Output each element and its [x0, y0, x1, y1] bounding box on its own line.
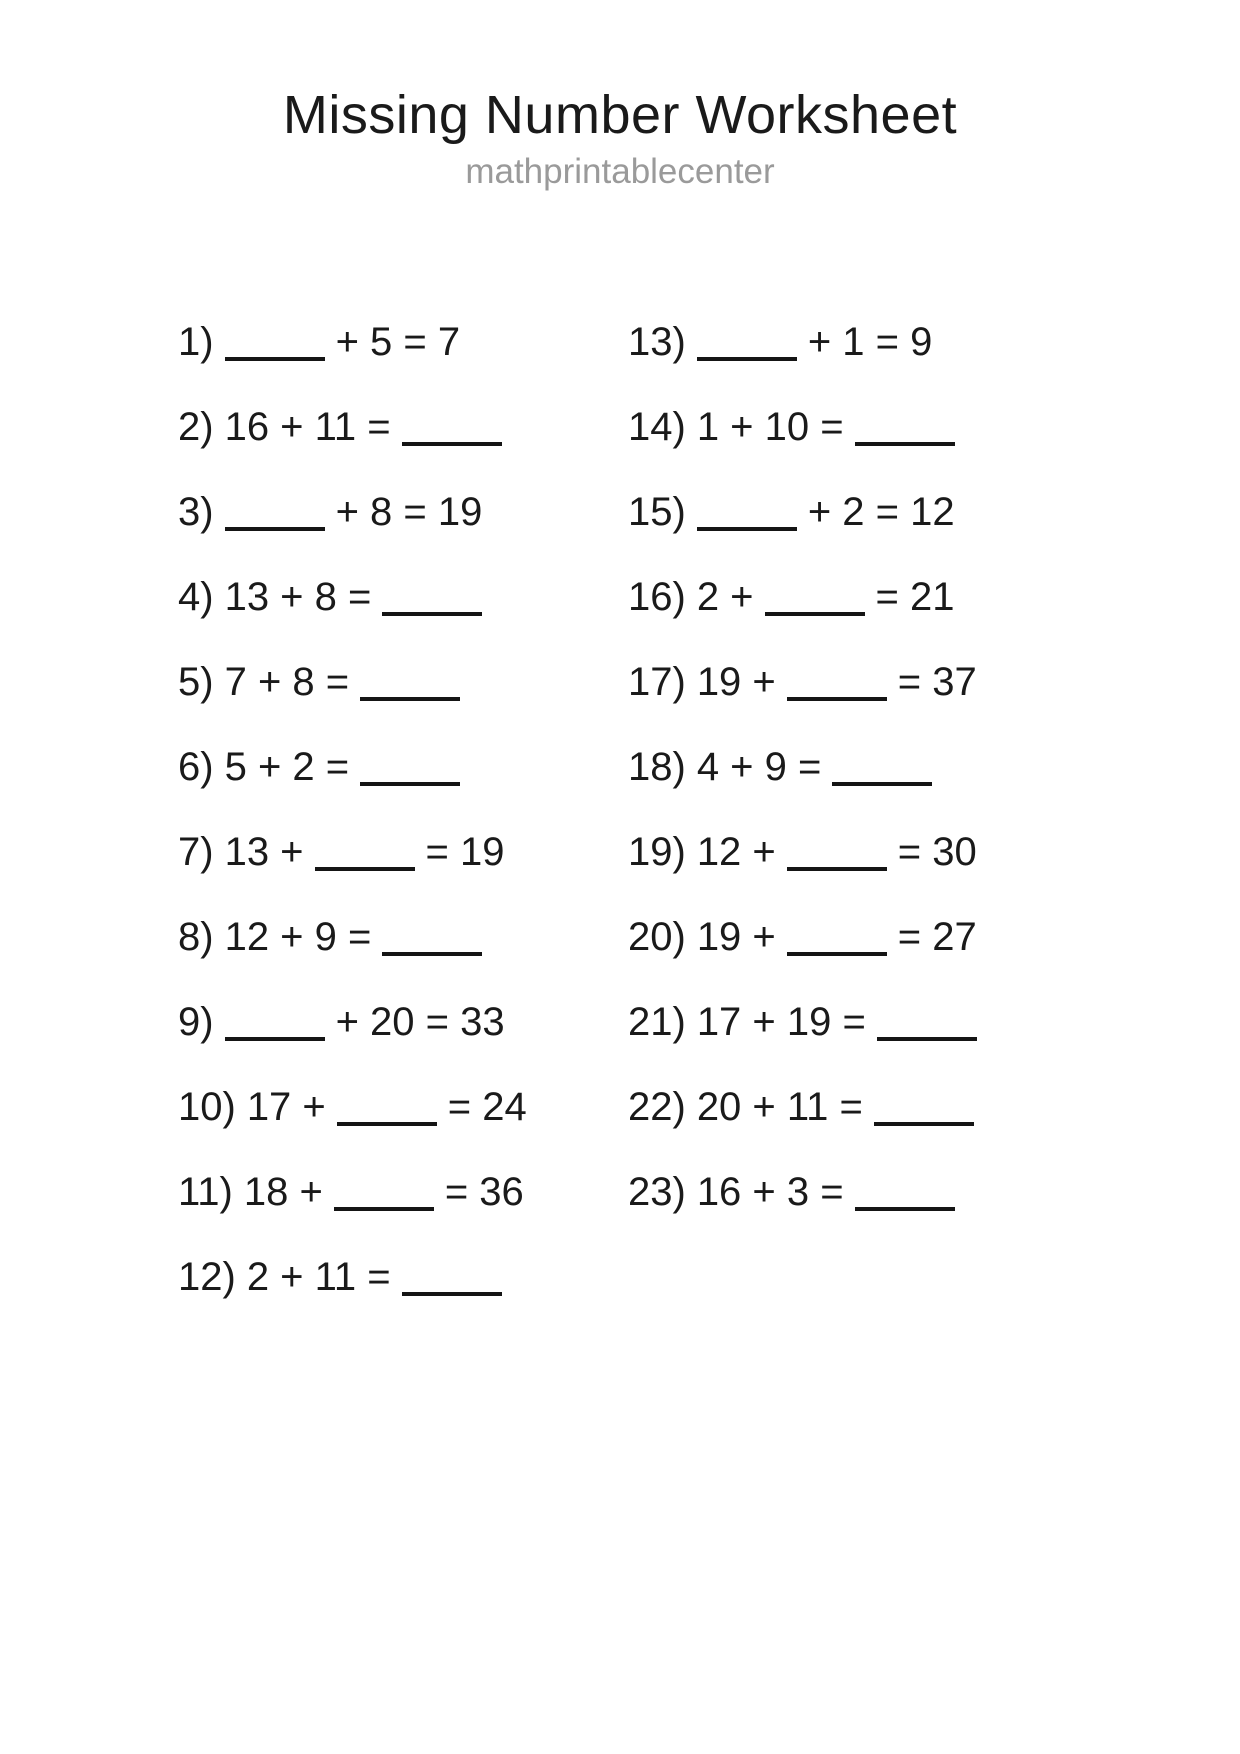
- problem-label: 22): [628, 1084, 686, 1129]
- problem-label: 19): [628, 829, 686, 874]
- problem-label: 10): [178, 1084, 236, 1129]
- problem-label: 11): [178, 1169, 233, 1214]
- problem-11: [178, 1168, 628, 1216]
- expression-before: 20 + 11 =: [696, 1084, 863, 1129]
- problem-label: 3): [178, 489, 214, 534]
- expression-after: + 1 = 9: [807, 319, 933, 364]
- problem-label: 15): [628, 489, 686, 534]
- answer-blank[interactable]: [855, 1207, 955, 1211]
- problem-7: [178, 828, 628, 876]
- expression-before: 12 +: [696, 829, 776, 874]
- problem-label: 14): [628, 404, 686, 449]
- expression-before: 19 +: [696, 914, 776, 959]
- expression-after: = 27: [897, 914, 977, 959]
- expression-before: 13 + 8 =: [224, 574, 372, 619]
- problem-label: 18): [628, 744, 686, 789]
- problem-label: 1): [178, 319, 214, 364]
- problem-6: [178, 743, 628, 791]
- problem-12: [178, 1253, 628, 1301]
- problems-area: [0, 318, 1240, 1338]
- page-subtitle: mathprintablecenter: [465, 152, 775, 192]
- answer-blank[interactable]: [765, 612, 865, 616]
- problems-column-left: [178, 318, 628, 1338]
- answer-blank[interactable]: [787, 697, 887, 701]
- answer-blank[interactable]: [787, 867, 887, 871]
- problem-label: 20): [628, 914, 686, 959]
- problem-4: [178, 573, 628, 621]
- answer-blank[interactable]: [360, 697, 460, 701]
- expression-before: 2 +: [696, 574, 754, 619]
- answer-blank[interactable]: [402, 442, 502, 446]
- expression-before: 7 + 8 =: [224, 659, 350, 704]
- problem-label: 8): [178, 914, 214, 959]
- expression-after: + 8 = 19: [335, 489, 483, 534]
- problem-label: 13): [628, 319, 686, 364]
- problem-21: [628, 998, 977, 1046]
- problem-17: [628, 658, 977, 706]
- expression-after: + 20 = 33: [335, 999, 505, 1044]
- answer-blank[interactable]: [360, 782, 460, 786]
- answer-blank[interactable]: [832, 782, 932, 786]
- expression-before: 17 + 19 =: [696, 999, 866, 1044]
- answer-blank[interactable]: [874, 1122, 974, 1126]
- problems-column-right: [628, 318, 977, 1338]
- expression-before: 19 +: [696, 659, 776, 704]
- problem-15: [628, 488, 977, 536]
- expression-after: + 5 = 7: [335, 319, 461, 364]
- problem-label: 23): [628, 1169, 686, 1214]
- problem-5: [178, 658, 628, 706]
- expression-before: 16 + 11 =: [224, 404, 391, 449]
- problem-1: [178, 318, 628, 366]
- expression-after: = 36: [444, 1169, 524, 1214]
- problem-10: [178, 1083, 628, 1131]
- expression-after: = 30: [897, 829, 977, 874]
- problem-label: 21): [628, 999, 686, 1044]
- answer-blank[interactable]: [697, 357, 797, 361]
- answer-blank[interactable]: [225, 1037, 325, 1041]
- expression-after: + 2 = 12: [807, 489, 955, 534]
- problem-label: 9): [178, 999, 214, 1044]
- problem-13: [628, 318, 977, 366]
- problem-8: [178, 913, 628, 961]
- expression-after: = 19: [425, 829, 505, 874]
- expression-before: 18 +: [243, 1169, 323, 1214]
- answer-blank[interactable]: [787, 952, 887, 956]
- expression-before: 2 + 11 =: [246, 1254, 391, 1299]
- problem-16: [628, 573, 977, 621]
- expression-after: = 24: [447, 1084, 527, 1129]
- problem-22: [628, 1083, 977, 1131]
- problem-20: [628, 913, 977, 961]
- problem-label: 16): [628, 574, 686, 619]
- answer-blank[interactable]: [382, 952, 482, 956]
- answer-blank[interactable]: [315, 867, 415, 871]
- problem-3: [178, 488, 628, 536]
- expression-after: = 37: [897, 659, 977, 704]
- answer-blank[interactable]: [382, 612, 482, 616]
- page-title: Missing Number Worksheet: [282, 85, 958, 145]
- problem-label: 6): [178, 744, 214, 789]
- problem-18: [628, 743, 977, 791]
- answer-blank[interactable]: [225, 527, 325, 531]
- expression-before: 1 + 10 =: [696, 404, 844, 449]
- problem-label: 4): [178, 574, 214, 619]
- problem-label: 5): [178, 659, 214, 704]
- problem-14: [628, 403, 977, 451]
- problem-19: [628, 828, 977, 876]
- problem-9: [178, 998, 628, 1046]
- answer-blank[interactable]: [697, 527, 797, 531]
- expression-before: 4 + 9 =: [696, 744, 822, 789]
- problem-label: 7): [178, 829, 214, 874]
- problem-label: 17): [628, 659, 686, 704]
- expression-after: = 21: [875, 574, 955, 619]
- answer-blank[interactable]: [334, 1207, 434, 1211]
- problem-label: 2): [178, 404, 214, 449]
- answer-blank[interactable]: [337, 1122, 437, 1126]
- expression-before: 17 +: [246, 1084, 326, 1129]
- answer-blank[interactable]: [877, 1037, 977, 1041]
- expression-before: 12 + 9 =: [224, 914, 372, 959]
- answer-blank[interactable]: [855, 442, 955, 446]
- answer-blank[interactable]: [402, 1292, 502, 1296]
- expression-before: 16 + 3 =: [696, 1169, 844, 1214]
- problem-23: [628, 1168, 977, 1216]
- problem-2: [178, 403, 628, 451]
- expression-before: 5 + 2 =: [224, 744, 350, 789]
- answer-blank[interactable]: [225, 357, 325, 361]
- problem-label: 12): [178, 1254, 236, 1299]
- expression-before: 13 +: [224, 829, 304, 874]
